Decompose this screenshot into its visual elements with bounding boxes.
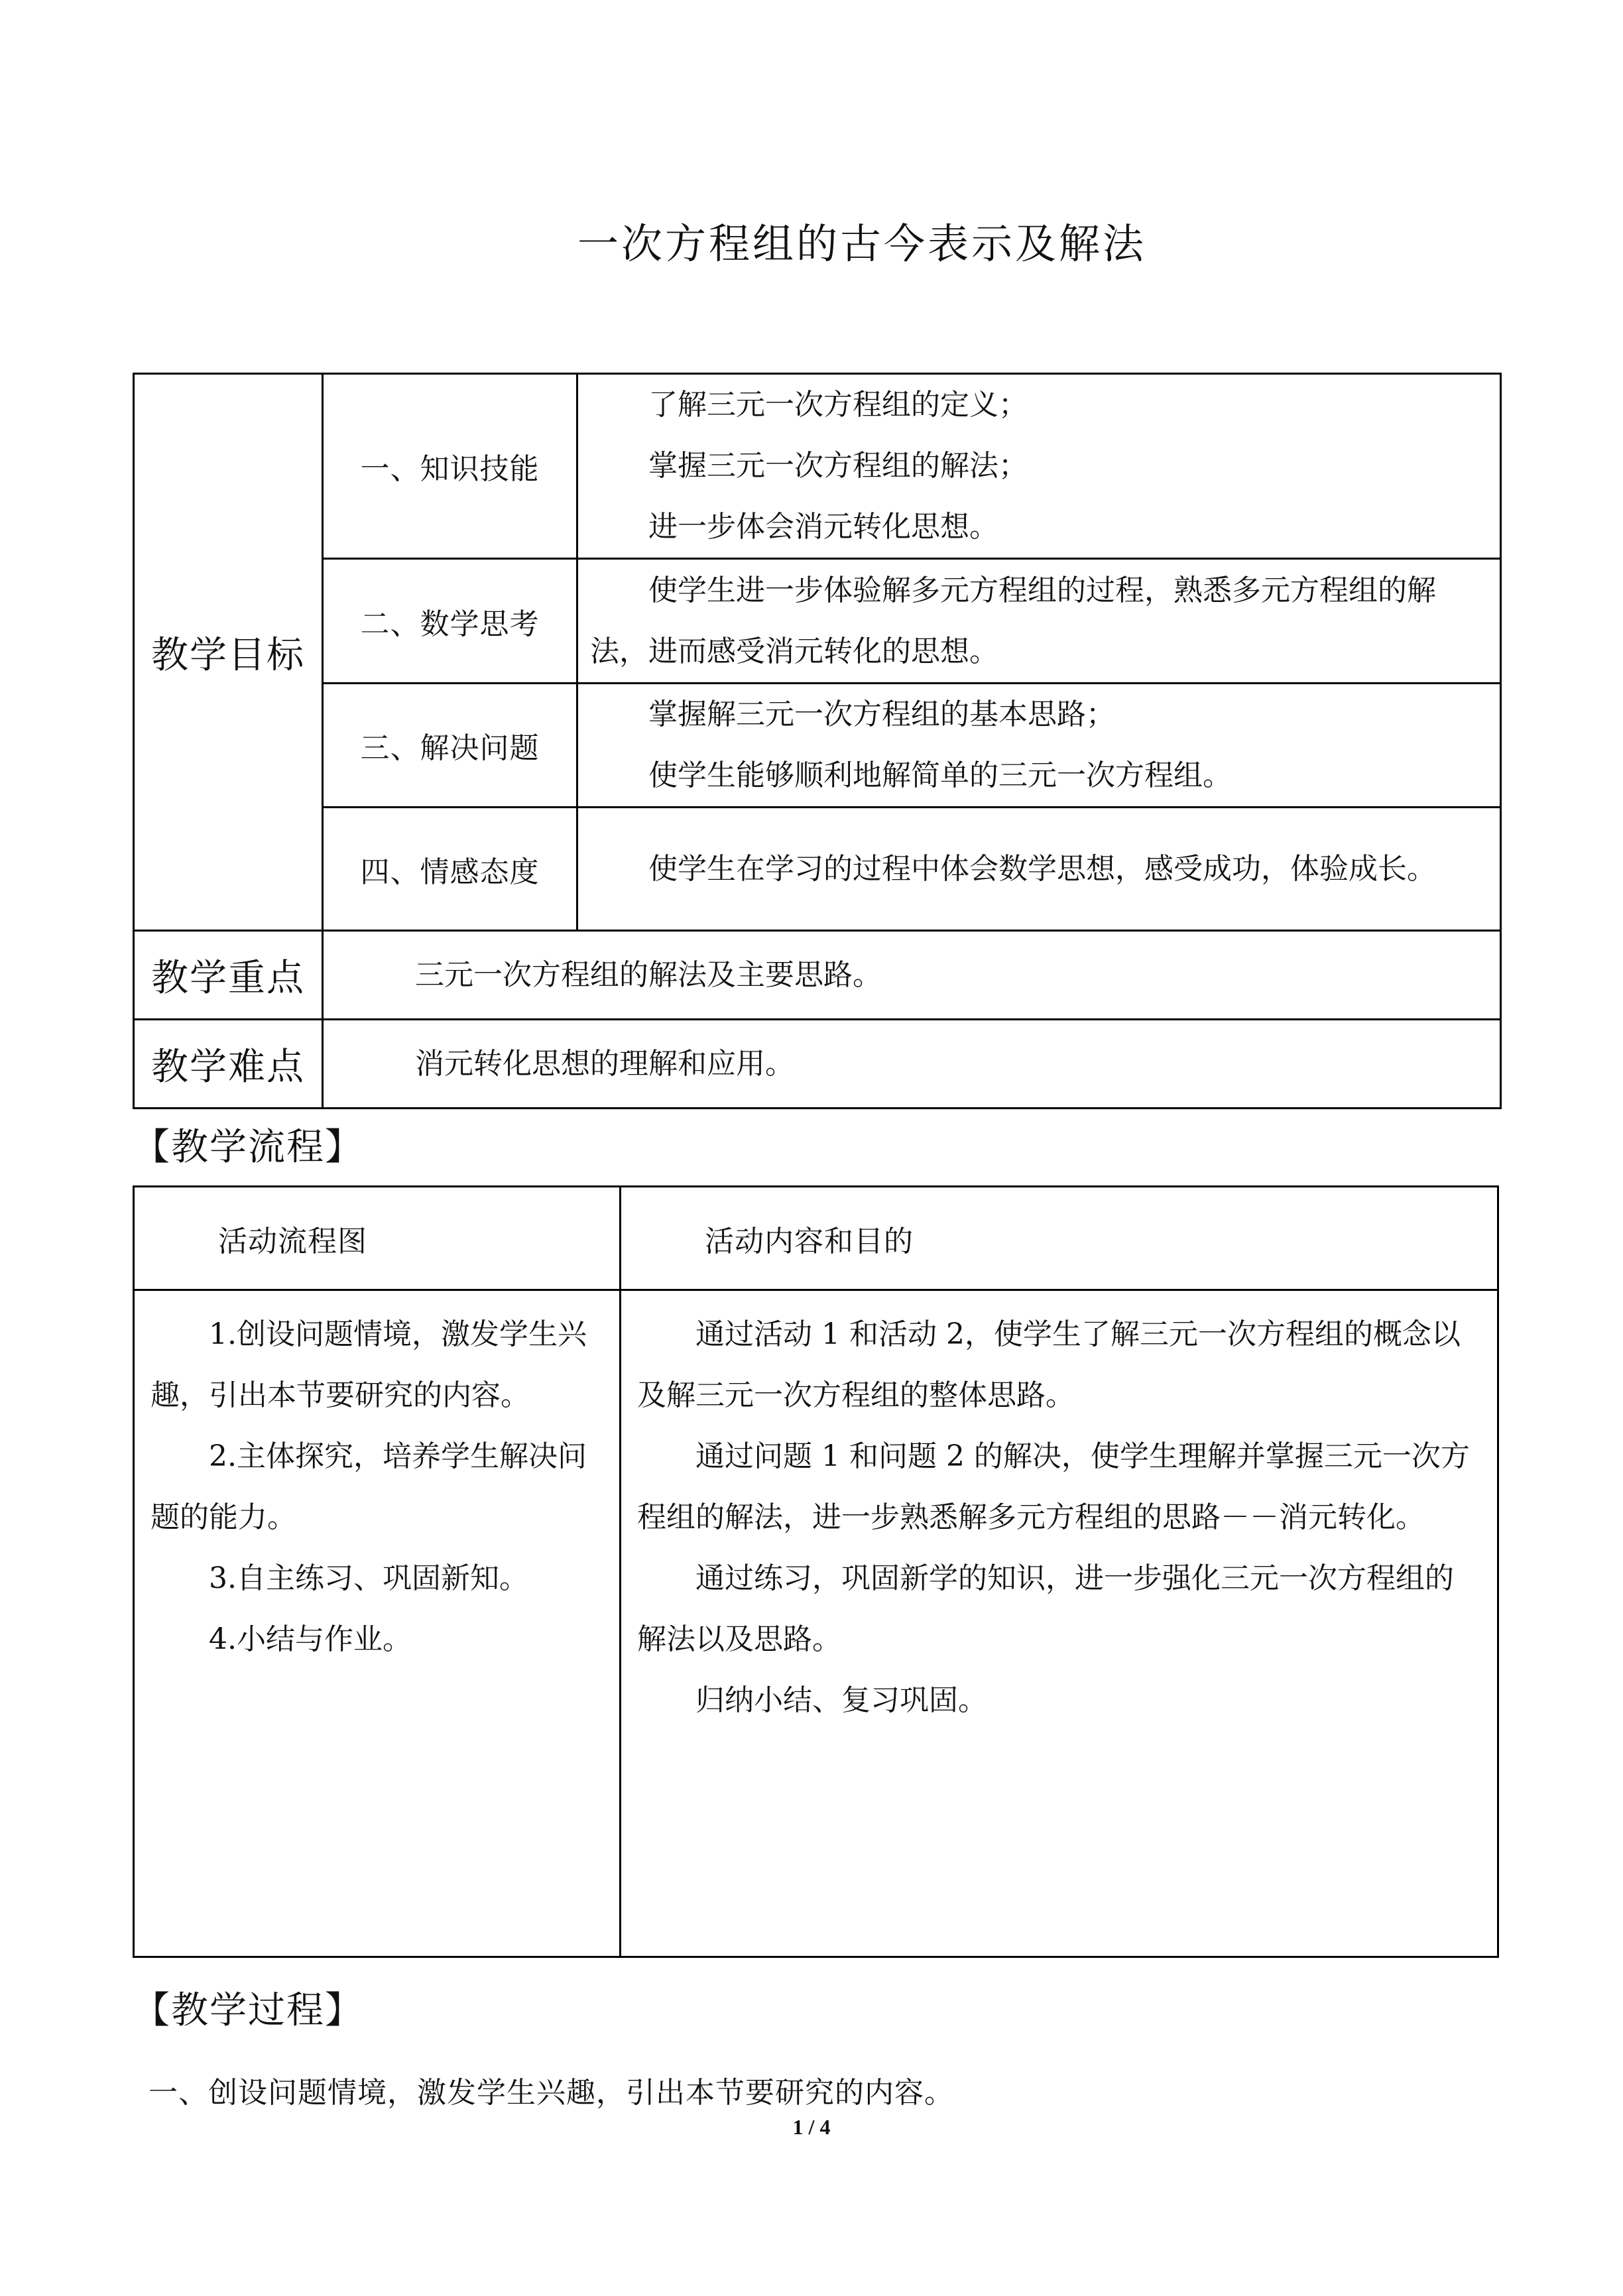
flow-steps bbox=[134, 1290, 621, 1957]
flow-purposes bbox=[621, 1290, 1498, 1957]
flow-step: 1.创设问题情境，激发学生兴趣，引出本节要研究的内容。 bbox=[150, 1317, 587, 1412]
key-point-row bbox=[134, 931, 1501, 1020]
objectives-label: 教学目标 bbox=[134, 374, 323, 931]
objective-line: 进一步体会消元转化思想。 bbox=[648, 510, 998, 544]
objectives-table bbox=[133, 373, 1502, 1109]
objective-name: 二、数学思考 bbox=[323, 559, 577, 684]
flow-heading: 【教学流程】 bbox=[133, 1126, 363, 1169]
objective-name: 四、情感态度 bbox=[323, 808, 577, 931]
flow-purpose: 通过练习，巩固新学的知识，进一步强化三元一次方程组的解法以及思路。 bbox=[637, 1561, 1454, 1656]
objective-name: 三、解决问题 bbox=[323, 684, 577, 808]
difficulty-label: 教学难点 bbox=[134, 1020, 323, 1109]
flow-step: 2.主体探究，培养学生解决问题的能力。 bbox=[150, 1439, 587, 1534]
flow-purpose: 归纳小结、复习巩固。 bbox=[695, 1683, 987, 1717]
page-number: 1 / 4 bbox=[792, 2115, 831, 2139]
objective-row bbox=[134, 808, 1501, 931]
flow-column-header: 活动流程图 bbox=[134, 1187, 621, 1290]
document-title: 一次方程组的古今表示及解法 bbox=[577, 219, 1146, 268]
objective-line: 掌握解三元一次方程组的基本思路； bbox=[648, 697, 1115, 731]
key-point-text: 三元一次方程组的解法及主要思路。 bbox=[415, 957, 882, 992]
objective-content bbox=[577, 374, 1501, 559]
objective-text: 使学生在学习的过程中体会数学思想，感受成功，体验成长。 bbox=[648, 851, 1436, 886]
process-heading: 【教学过程】 bbox=[133, 1989, 363, 2032]
key-point-content bbox=[323, 931, 1501, 1020]
objective-row bbox=[134, 559, 1501, 684]
section-heading: 一、创设问题情境，激发学生兴趣，引出本节要研究的内容。 bbox=[149, 2076, 954, 2110]
difficulty-text: 消元转化思想的理解和应用。 bbox=[415, 1046, 794, 1081]
flow-step: 4.小结与作业。 bbox=[209, 1622, 412, 1656]
objective-content bbox=[577, 559, 1501, 684]
objective-content bbox=[577, 808, 1501, 931]
objective-name: 一、知识技能 bbox=[323, 374, 577, 559]
key-point-label: 教学重点 bbox=[134, 931, 323, 1020]
objective-line: 了解三元一次方程组的定义； bbox=[648, 388, 1028, 422]
objective-text: 使学生进一步体验解多元方程组的过程，熟悉多元方程组的解法，进而感受消元转化的思想。 bbox=[590, 573, 1436, 668]
flow-header-row bbox=[134, 1187, 1498, 1290]
difficulty-row bbox=[134, 1020, 1501, 1109]
objective-line: 使学生能够顺利地解简单的三元一次方程组。 bbox=[648, 758, 1232, 792]
flow-column-header: 活动内容和目的 bbox=[621, 1187, 1498, 1290]
flow-purpose: 通过活动 1 和活动 2，使学生了解三元一次方程组的概念以及解三元一次方程组的整体思路。 bbox=[637, 1317, 1461, 1412]
objective-row bbox=[134, 374, 1501, 559]
objective-line: 掌握三元一次方程组的解法； bbox=[648, 449, 1028, 483]
flow-body-row bbox=[134, 1290, 1498, 1957]
flow-step: 3.自主练习、巩固新知。 bbox=[209, 1561, 528, 1595]
objective-content bbox=[577, 684, 1501, 808]
difficulty-content bbox=[323, 1020, 1501, 1109]
flow-purpose: 通过问题 1 和问题 2 的解决，使学生理解并掌握三元一次方程组的解法，进一步熟悉解多元方程组的思路－－消元转化。 bbox=[637, 1439, 1470, 1534]
flow-table bbox=[133, 1185, 1499, 1958]
objective-row bbox=[134, 684, 1501, 808]
